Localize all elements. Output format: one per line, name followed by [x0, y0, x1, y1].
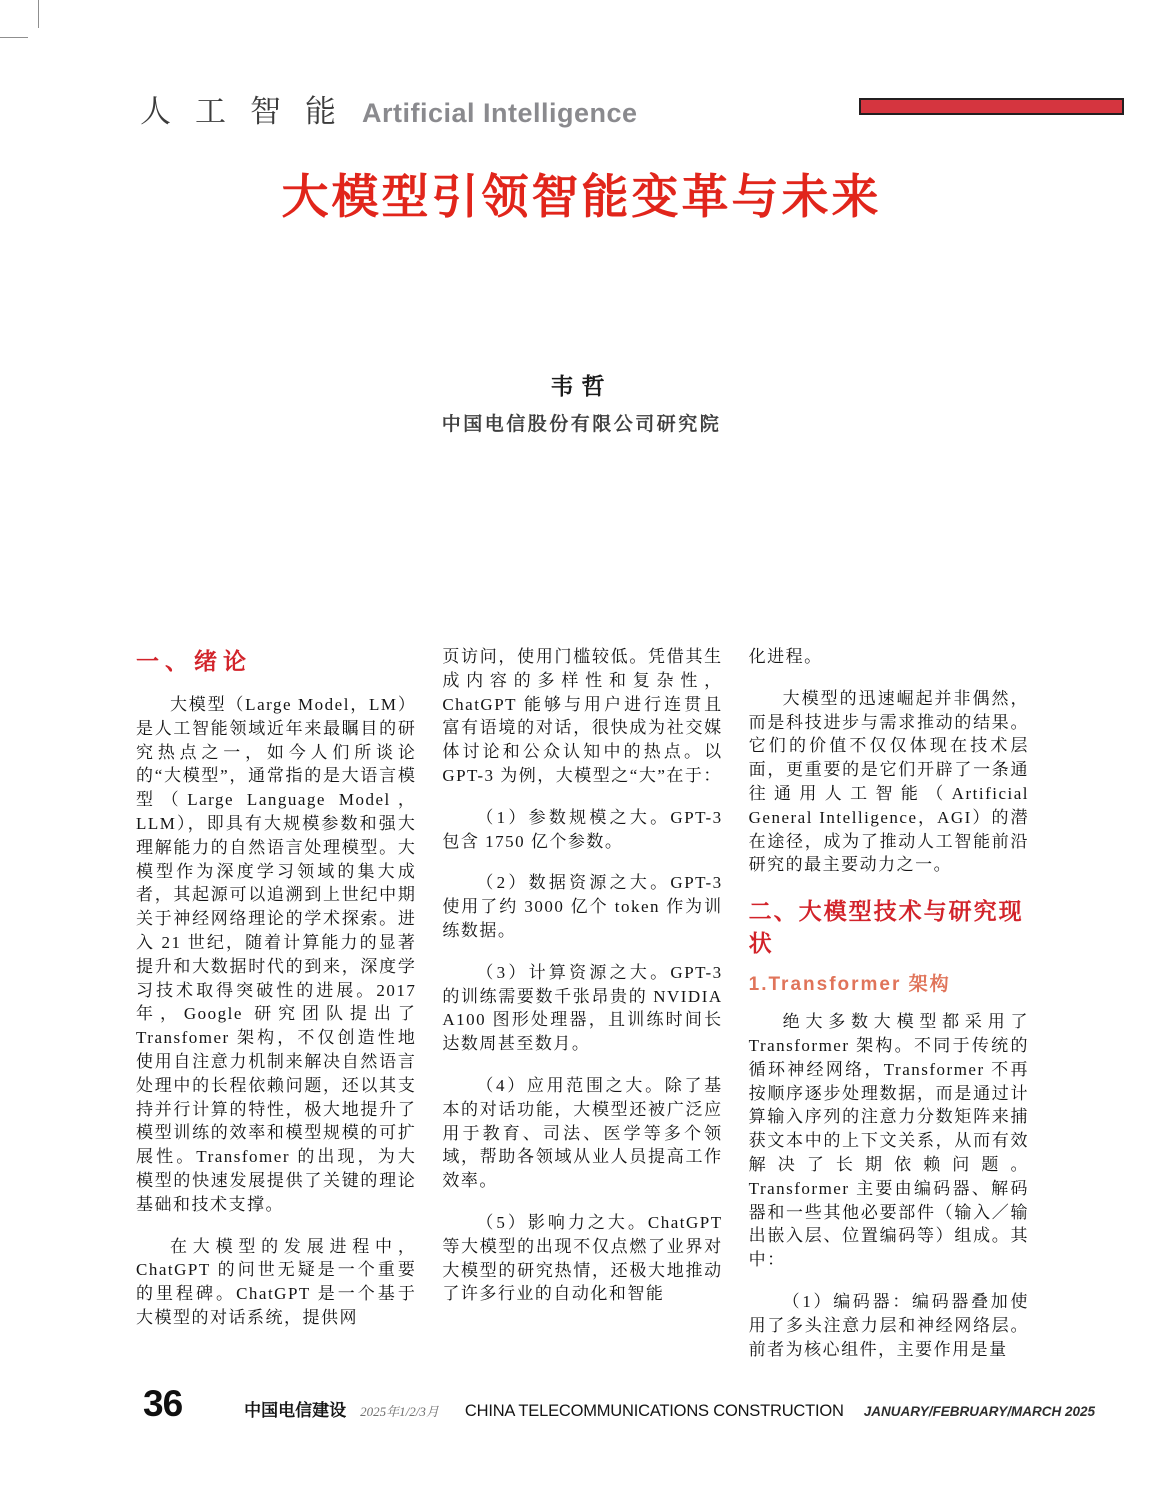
paragraph: （2）数据资源之大。GPT-3 使用了约 3000 亿个 token 作为训练数据。: [442, 873, 723, 940]
issue-date-cn: 2025年1/2/3月: [360, 1404, 439, 1419]
page-header: [140, 86, 638, 131]
article-title: 大模型引领智能变革与未来: [281, 170, 882, 223]
paragraph: 大模型（Large Model，LM）是人工智能领域近年来最瞩目的研究热点之一，如今人们所谈论的“大模型”，通常指的是大语言模型（Large Language Model，LLM），即具有大规模参数和强大理解能力的自然语言处理模型。大模型作为深度学习领域的集大成者，其起源可以追溯到上世纪中期关于神经网络理论的学术探索。进入 21 世纪，随着计算能力的显著提升和大数据时代的到来，深度学习技术取得突破性的进展。2017 年，Google 研究团队提出了 Transfomer 架构，不仅创造性地使用自注意力机制来解决自然语言处理中的长程依赖问题，还以其支持并行计算的特性，极大地提升了模型训练的效率和模型规模的可扩展性。Transfomer 的出现，为大模型的快速发展提供了关键的理论基础和技术支撑。: [136, 695, 417, 1214]
author-name: 韦哲: [550, 374, 613, 399]
section-title-en: Artificial Intelligence: [362, 98, 638, 128]
paragraph: 化进程。: [748, 647, 823, 666]
paragraph: （4）应用范围之大。除了基本的对话功能，大模型还被广泛应用于教育、司法、医学等多个领域，帮助各领域从业人员提高工作效率。: [442, 1075, 723, 1191]
subsection-heading-transformer: 1.Transformer 架构: [748, 974, 951, 996]
issue-date-en: JANUARY/FEBRUARY/MARCH 2025: [863, 1404, 1096, 1419]
section-heading-1: 一、绪论: [136, 648, 252, 674]
article-body: [136, 645, 1029, 1379]
paragraph: 页访问，使用门槛较低。凭借其生成内容的多样性和复杂性，ChatGPT 能够与用户进行连贯且富有语境的对话，很快成为社交媒体讨论和公众认知中的热点。以 GPT-3 为例，大模型之“大”在于：: [442, 647, 723, 785]
paragraph: （1）参数规模之大。GPT-3 包含 1750 亿个参数。: [442, 807, 723, 851]
journal-name-cn: 中国电信建设: [244, 1401, 347, 1420]
crop-mark-vertical: [38, 0, 39, 28]
author-affiliation: 中国电信股份有限公司研究院: [441, 414, 722, 435]
paragraph: （5）影响力之大。ChatGPT 等大模型的出现不仅点燃了业界对大模型的研究热情，还极大地推动了许多行业的自动化和智能: [442, 1212, 723, 1304]
column-1: [136, 645, 416, 1379]
page-footer: [143, 1383, 1096, 1425]
column-3: [749, 645, 1029, 1379]
journal-name-en: CHINA TELECOMMUNICATIONS CONSTRUCTION: [464, 1402, 844, 1420]
header-red-bar: [859, 98, 1124, 115]
section-title-cn: 人工智能: [140, 94, 360, 129]
paragraph: 大模型的迅速崛起并非偶然，而是科技进步与需求推动的结果。它们的价值不仅仅体现在技术层面，更重要的是它们开辟了一条通往通用人工智能（Artificial General Intelligence，AGI）的潜在途径，成为了推动人工智能前沿研究的最主要动力之一。: [748, 688, 1029, 875]
paragraph: （1）编码器：编码器叠加使用了多头注意力层和神经网络层。前者为核心组件，主要作用是量: [748, 1291, 1029, 1359]
crop-mark-horizontal: [0, 37, 28, 38]
column-2: [442, 645, 722, 1379]
paragraph: 绝大多数大模型都采用了 Transformer 架构。不同于传统的循环神经网络，Transformer 不再按顺序逐步处理数据，而是通过计算输入序列的注意力分数矩阵来捕获文本中的上下文关系，从而有效解决了长期依赖问题。Transformer 主要由编码器、解码器和一些其他必要部件（输入／输出嵌入层、位置编码等）组成。其中：: [748, 1012, 1029, 1270]
paragraph: （3）计算资源之大。GPT-3 的训练需要数千张昂贵的 NVIDIA A100 图形处理器，且训练时间长达数周甚至数月。: [442, 962, 723, 1054]
section-heading-2: 二、大模型技术与研究现状: [748, 898, 1024, 957]
page-number: 36: [143, 1383, 183, 1424]
paragraph: 在大模型的发展进程中，ChatGPT 的问世无疑是一个重要的里程碑。ChatGPT 是一个基于大模型的对话系统，提供网: [136, 1236, 417, 1327]
author-block: [0, 368, 1163, 436]
